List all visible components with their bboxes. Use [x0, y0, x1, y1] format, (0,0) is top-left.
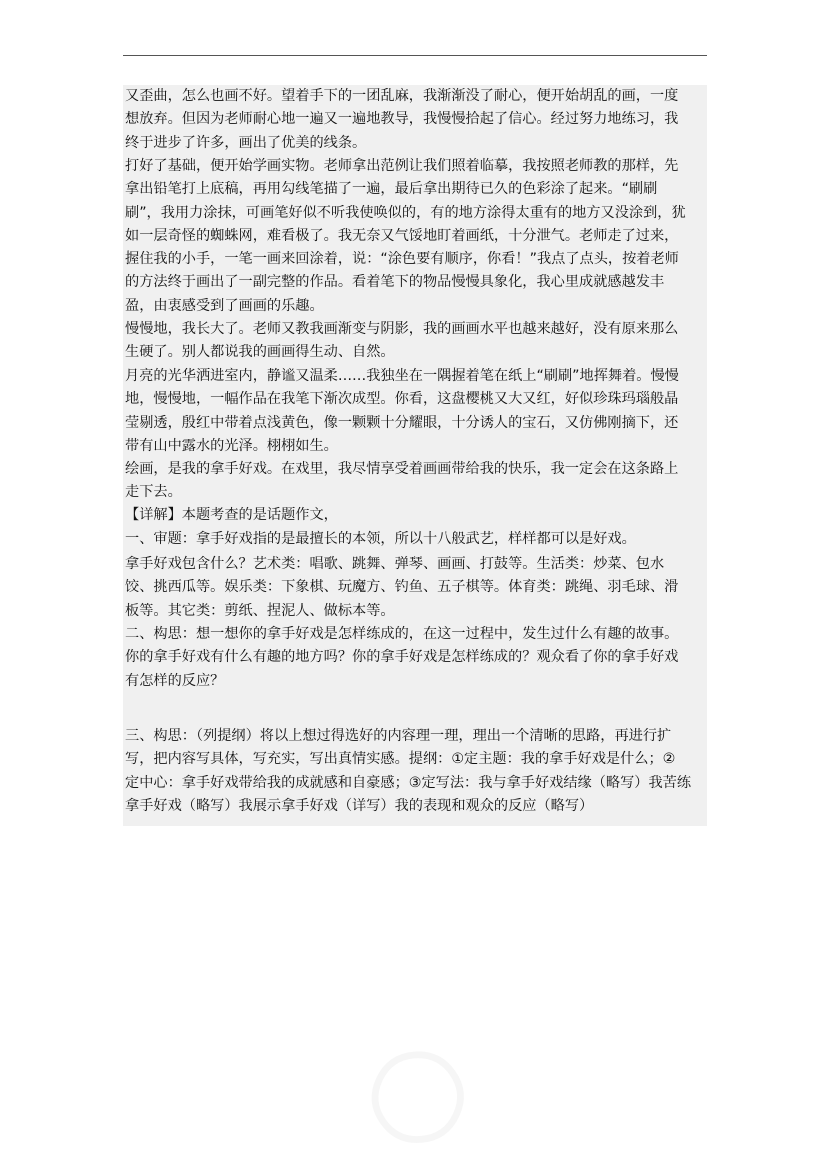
paragraph	[125, 318, 707, 365]
text-line: 盈，由衷感受到了画画的乐趣。	[125, 297, 324, 314]
text-line: 想放弃。但因为老师耐心地一遍又一遍地教导，我慢慢拾起了信心。经过努力地练习，我	[125, 111, 679, 128]
paragraph	[125, 458, 707, 505]
paragraph	[125, 155, 707, 318]
text-line: 又歪曲，怎么也画不好。望着手下的一团乱麻，我渐渐没了耐心，便开始胡乱的画，一度	[125, 88, 679, 104]
text-line: 地，慢慢地，一幅作品在我笔下渐次成型。你看，这盘樱桃又大又红，好似珍珠玛瑙般晶	[125, 391, 679, 408]
paragraph	[125, 85, 707, 155]
text-line: 定中心：拿手好戏带给我的成就感和自豪感；③定写法：我与拿手好戏结缘（略写）我苦练	[125, 774, 692, 791]
text-line: 打好了基础，便开始学画实物。老师拿出范例让我们照着临摹，我按照老师教的那样，先	[125, 158, 679, 174]
text-line: 写，把内容写具体，写充实，写出真情实感。提纲：①定主题：我的拿手好戏是什么；②	[125, 751, 676, 768]
text-line: 绘画，是我的拿手好戏。在戏里，我尽情享受着画画带给我的快乐，我一定会在这条路上	[125, 461, 679, 477]
text-line: 你的拿手好戏有什么有趣的地方吗？你的拿手好戏是怎样练成的？观众看了你的拿手好戏	[125, 649, 679, 666]
text-line: 一、审题：拿手好戏指的是最擅长的本领，所以十八般武艺，样样都可以是好戏。	[125, 531, 636, 547]
text-line: 有怎样的反应？	[125, 672, 225, 689]
text-line: 莹剔透，殷红中带着点浅黄色，像一颗颗十分耀眼，十分诱人的宝石，又仿佛刚摘下，还	[125, 414, 679, 431]
text-line: 走下去。	[125, 484, 182, 501]
paragraph	[125, 365, 707, 458]
paragraph	[125, 553, 707, 623]
text-line: 饺、挑西瓜等。娱乐类：下象棋、玩魔方、钓鱼、五子棋等。体育类：跳绳、羽毛球、滑	[125, 579, 679, 596]
text-line: 的方法终于画出了一副完整的作品。看着笔下的物品慢慢具象化，我心里成就感越发丰	[125, 274, 665, 291]
text-line: 终于进步了许多，画出了优美的线条。	[125, 134, 367, 151]
text-line: 拿出铅笔打上底稿，再用勾线笔描了一遍，最后拿出期待已久的色彩涂了起来。“刷刷	[125, 181, 658, 198]
paragraph	[125, 623, 707, 693]
paragraph	[125, 528, 707, 551]
watermark	[330, 1003, 496, 1176]
text-line: 慢慢地，我长大了。老师又教我画渐变与阴影，我的画画水平也越来越好，没有原来那么	[125, 321, 679, 337]
section-heading: 【详解】本题考查的是话题作文，	[125, 507, 338, 523]
document-body	[123, 85, 707, 826]
text-line: 三、构思：（列提纲）将以上想过得选好的内容理一理，理出一个清晰的思路，再进行扩	[125, 728, 672, 744]
text-line: 板等。其它类：剪纸、捏泥人、做标本等。	[125, 602, 395, 619]
text-line: 握住我的小手，一笔一画来回涂着，说：“涂色要有顺序，你看！”我点了点头，按着老师	[125, 251, 679, 268]
text-line: 生硬了。别人都说我的画画得生动、自然。	[125, 344, 395, 361]
header-rule	[123, 55, 707, 56]
paragraph	[125, 504, 707, 527]
text-line: 刷”，我用力涂抹，可画笔好似不听我使唤似的，有的地方涂得太重有的地方又没涂到，犹	[125, 204, 686, 221]
text-line: 带有山中露水的光泽。栩栩如生。	[125, 437, 338, 454]
text-line: 二、构思：想一想你的拿手好戏是怎样练成的，在这一过程中，发生过什么有趣的故事。	[125, 626, 679, 642]
text-line: 拿手好戏（略写）我展示拿手好戏（详写）我的表现和观众的反应（略写）	[125, 797, 594, 814]
text-line: 月亮的光华洒进室内，静谧又温柔……我独坐在一隅握着笔在纸上“刷刷”地挥舞着。慢慢	[125, 368, 679, 384]
text-line: 拿手好戏包含什么？艺术类：唱歌、跳舞、弹琴、画画、打鼓等。生活类：炒菜、包水	[125, 556, 665, 572]
paragraph	[125, 725, 707, 818]
text-line: 如一层奇怪的蜘蛛网，难看极了。我无奈又气馁地盯着画纸，十分泄气。老师走了过来，	[125, 227, 679, 244]
